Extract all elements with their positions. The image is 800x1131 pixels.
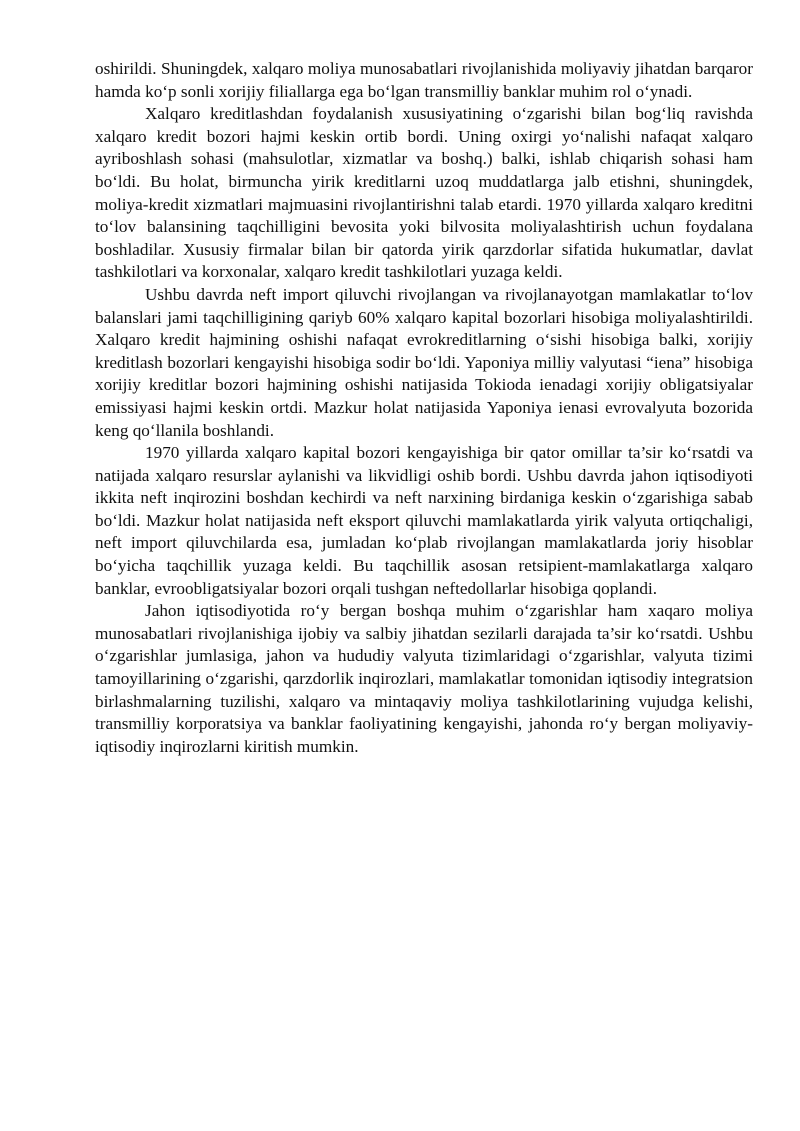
paragraph-oil-importers: Ushbu davrda neft import qiluvchi rivojlangan va rivojlanayotgan mamlakatlar to‘lov balanslari jami taqchilligining qariyb 60% xalqaro kapital bozorlari hisobiga moliyalashtirildi. Xalqaro kredit hajmining oshishi nafaqat evrokreditlarning o‘sishi hisobiga balki, xorijiy kreditlash bozorlari kengayishi hisobiga sodir bo‘ldi. Yaponiya milliy valyutasi “iena” hisobiga xorijiy kreditlar bozori hajmining oshishi natijasida Tokioda ienadagi xorijiy obligatsiyalar emissiyasi hajmi keskin ortdi. Mazkur holat natijasida Yaponiya ienasi evrovalyuta bozorida keng qo‘llanila boshlandi. [95,284,753,440]
paragraph-international-credit: Xalqaro kreditlashdan foydalanish xususiyatining o‘zgarishi bilan bog‘liq ravishda xalqaro kredit bozori hajmi keskin ortib bordi. Uning oxirgi yo‘nalishi nafaqat xalqaro ayriboshlash sohasi (mahsulotlar, xizmatlar va boshq.) balki, ishlab chiqarish sohasi ham bo‘ldi. Bu holat, birmuncha yirik kreditlarni uzoq muddatlarga jalb etishni, shuningdek, moliya-kredit xizmatlari majmuasini rivojlantirishni talab etardi. 1970 yillarda xalqaro kreditni to‘lov balansining taqchilligini bevosita yoki bilvosita moliyalashtirish uchun foydalana boshladilar. Xususiy firmalar bilan bir qatorda yirik qarzdorlar sifatida hukumatlar, davlat tashkilotlari va korxonalar, xalqaro kredit tashkilotlari yuzaga keldi. [95,104,753,282]
document-page [95,58,753,758]
paragraph-1970s-capital-market: 1970 yillarda xalqaro kapital bozori kengayishiga bir qator omillar ta’sir ko‘rsatdi va natijada xalqaro resurslar aylanishi va likvidligi oshib bordi. Ushbu davrda jahon iqtisodiyoti ikkita neft inqirozini boshdan kechirdi va neft narxining birdaniga keskin o‘zgarishiga sabab bo‘ldi. Mazkur holat natijasida neft eksport qiluvchi mamlakatlarda yirik valyuta ortiqchaligi, neft import qiluvchilarda esa, jumladan ko‘plab rivojlangan mamlakatlarda joriy hisoblar bo‘yicha taqchillik yuzaga keldi. Bu taqchillik asosan retsipient-mamlakatlarga xalqaro banklar, evroobligatsiyalar bozori orqali tushgan neftedollarlar hisobiga qoplandi. [95,443,753,598]
paragraph-global-changes: Jahon iqtisodiyotida ro‘y bergan boshqa muhim o‘zgarishlar ham xaqaro moliya munosabatlari rivojlanishiga ijobiy va salbiy jihatdan sezilarli darajada ta’sir ko‘rsatdi. Ushbu o‘zgarishlar jumlasiga, jahon va hududiy valyuta tizimlaridagi o‘zgarishlar, valyuta tizimi tamoyillarining o‘zgarishi, qarzdorlik inqirozlari, mamlakatlar tomonidan iqtisodiy integratsion birlashmalarning tuzilishi, xalqaro va mintaqaviy moliya tashkilotlarining vujudga kelishi, transmilliy korporatsiya va banklar faoliyatining kengayishi, jahonda ro‘y bergan moliyaviy-iqtisodiy inqirozlarni kiritish mumkin. [95,601,753,756]
paragraph-continuation: oshirildi. Shuningdek, xalqaro moliya munosabatlari rivojlanishida moliyaviy jihatdan barqaror hamda ko‘p sonli xorijiy filiallarga ega bo‘lgan transmilliy banklar muhim rol o‘ynadi. [95,59,753,101]
